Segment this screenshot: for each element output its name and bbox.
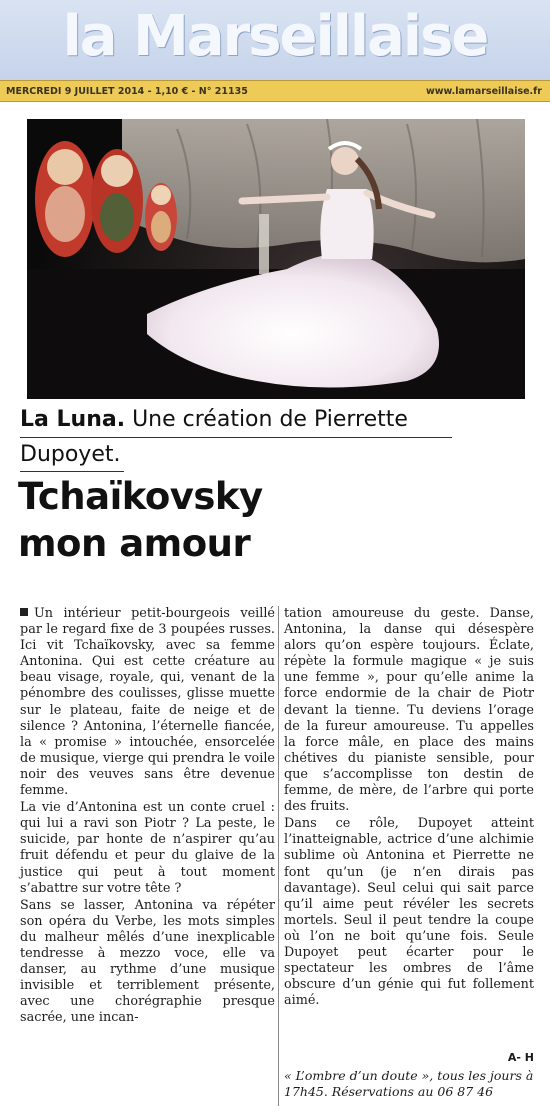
article-headline [18, 473, 518, 567]
newspaper-title: la Marseillaise [62, 4, 488, 69]
headline-line-2: mon amour [18, 522, 251, 565]
author-signature: A- H [507, 1051, 534, 1064]
column-divider [278, 606, 279, 1106]
body-paragraph: Un intérieur petit-bourgeois veillé par le regard fixe de 3 poupées russes. Ici vit Tchaïkovsky, avec sa femme Antonina. Qui est cette créature au beau visage, royale, qui, venant de la pénombre des coulisses, glisse muette sur le plateau, faite de neige et de silence ? Antonina, l’éternelle fiancée, la « promise » intouchée, ensorcelée de musique, vierge qui prendra le voile noir des veuves sans être devenue femme. [20, 606, 276, 799]
kicker-text: Une création de Pierrette [125, 407, 408, 432]
website-url: www.lamarseillaise.fr [425, 86, 542, 97]
body-paragraph: Dans ce rôle, Dupoyet atteint l’inatteignable, actrice d’une alchimie sublime où Antonina et Pierrette ne font qu’un (je n’en dirais pas davantage). Seul celui qui sait parce qu’il aime peut révéler les secrets mortels. Seul il peut tendre la coupe où l’on ne boit qu’une fois. Seule Dupoyet peut écarter pour le spectateur les ombres de l’âme obscure d’un génie qui fut follement aimé. [284, 816, 534, 1009]
kicker-text-2: Dupoyet. [20, 438, 124, 472]
body-paragraph: Sans se lasser, Antonina va répéter son opéra du Verbe, les mots simples du malheur mêlés d’une inexplicable tendresse à mezzo voce, elle va danser, au rythme d’une musique invisible et terriblement présente, avec une chorégraphie presque sacrée, une incan- [20, 897, 275, 1026]
body-paragraph: La vie d’Antonina est un conte cruel : qui lui a ravi son Piotr ? La peste, le suicide, par honte de n’aspirer qu’au fruit défendu et peur du glaive de la justice qui peut à tout moment s’abattre sur votre tête ? [20, 800, 275, 896]
dateline-bar [0, 80, 550, 102]
show-info: « L’ombre d’un doute », tous les jours à 17h45. Réservations au 06 87 46 [284, 1068, 534, 1099]
article-photo [27, 119, 525, 399]
newspaper-masthead [0, 0, 550, 80]
paragraph-bullet-icon [20, 608, 28, 616]
body-paragraph: tation amoureuse du geste. Danse, Antonina, la danse qui désespère alors qu’on espère toujours. Éclate, répète la formule magique « je suis une femme », pour qu’elle anime la force endormie de la chair de Piotr devant la tienne. Tu deviens l’orage de la fureur amoureuse. Tu appelles la force mâle, en place des mains chétives du pianiste sensible, pour que s’accomplisse ton destin de femme, de mère, de l’arbre qui porte des fruits. [284, 606, 534, 815]
issue-date: MERCREDI 9 JUILLET 2014 - 1,10 € - N° 21135 [6, 86, 248, 97]
stage-photo-illustration [27, 119, 525, 399]
headline-line-1: Tchaïkovsky [18, 475, 263, 518]
article-column-left [20, 606, 275, 1026]
article-column-right [284, 606, 534, 1009]
kicker-bold: La Luna. [20, 407, 126, 432]
article-kicker [20, 403, 460, 472]
